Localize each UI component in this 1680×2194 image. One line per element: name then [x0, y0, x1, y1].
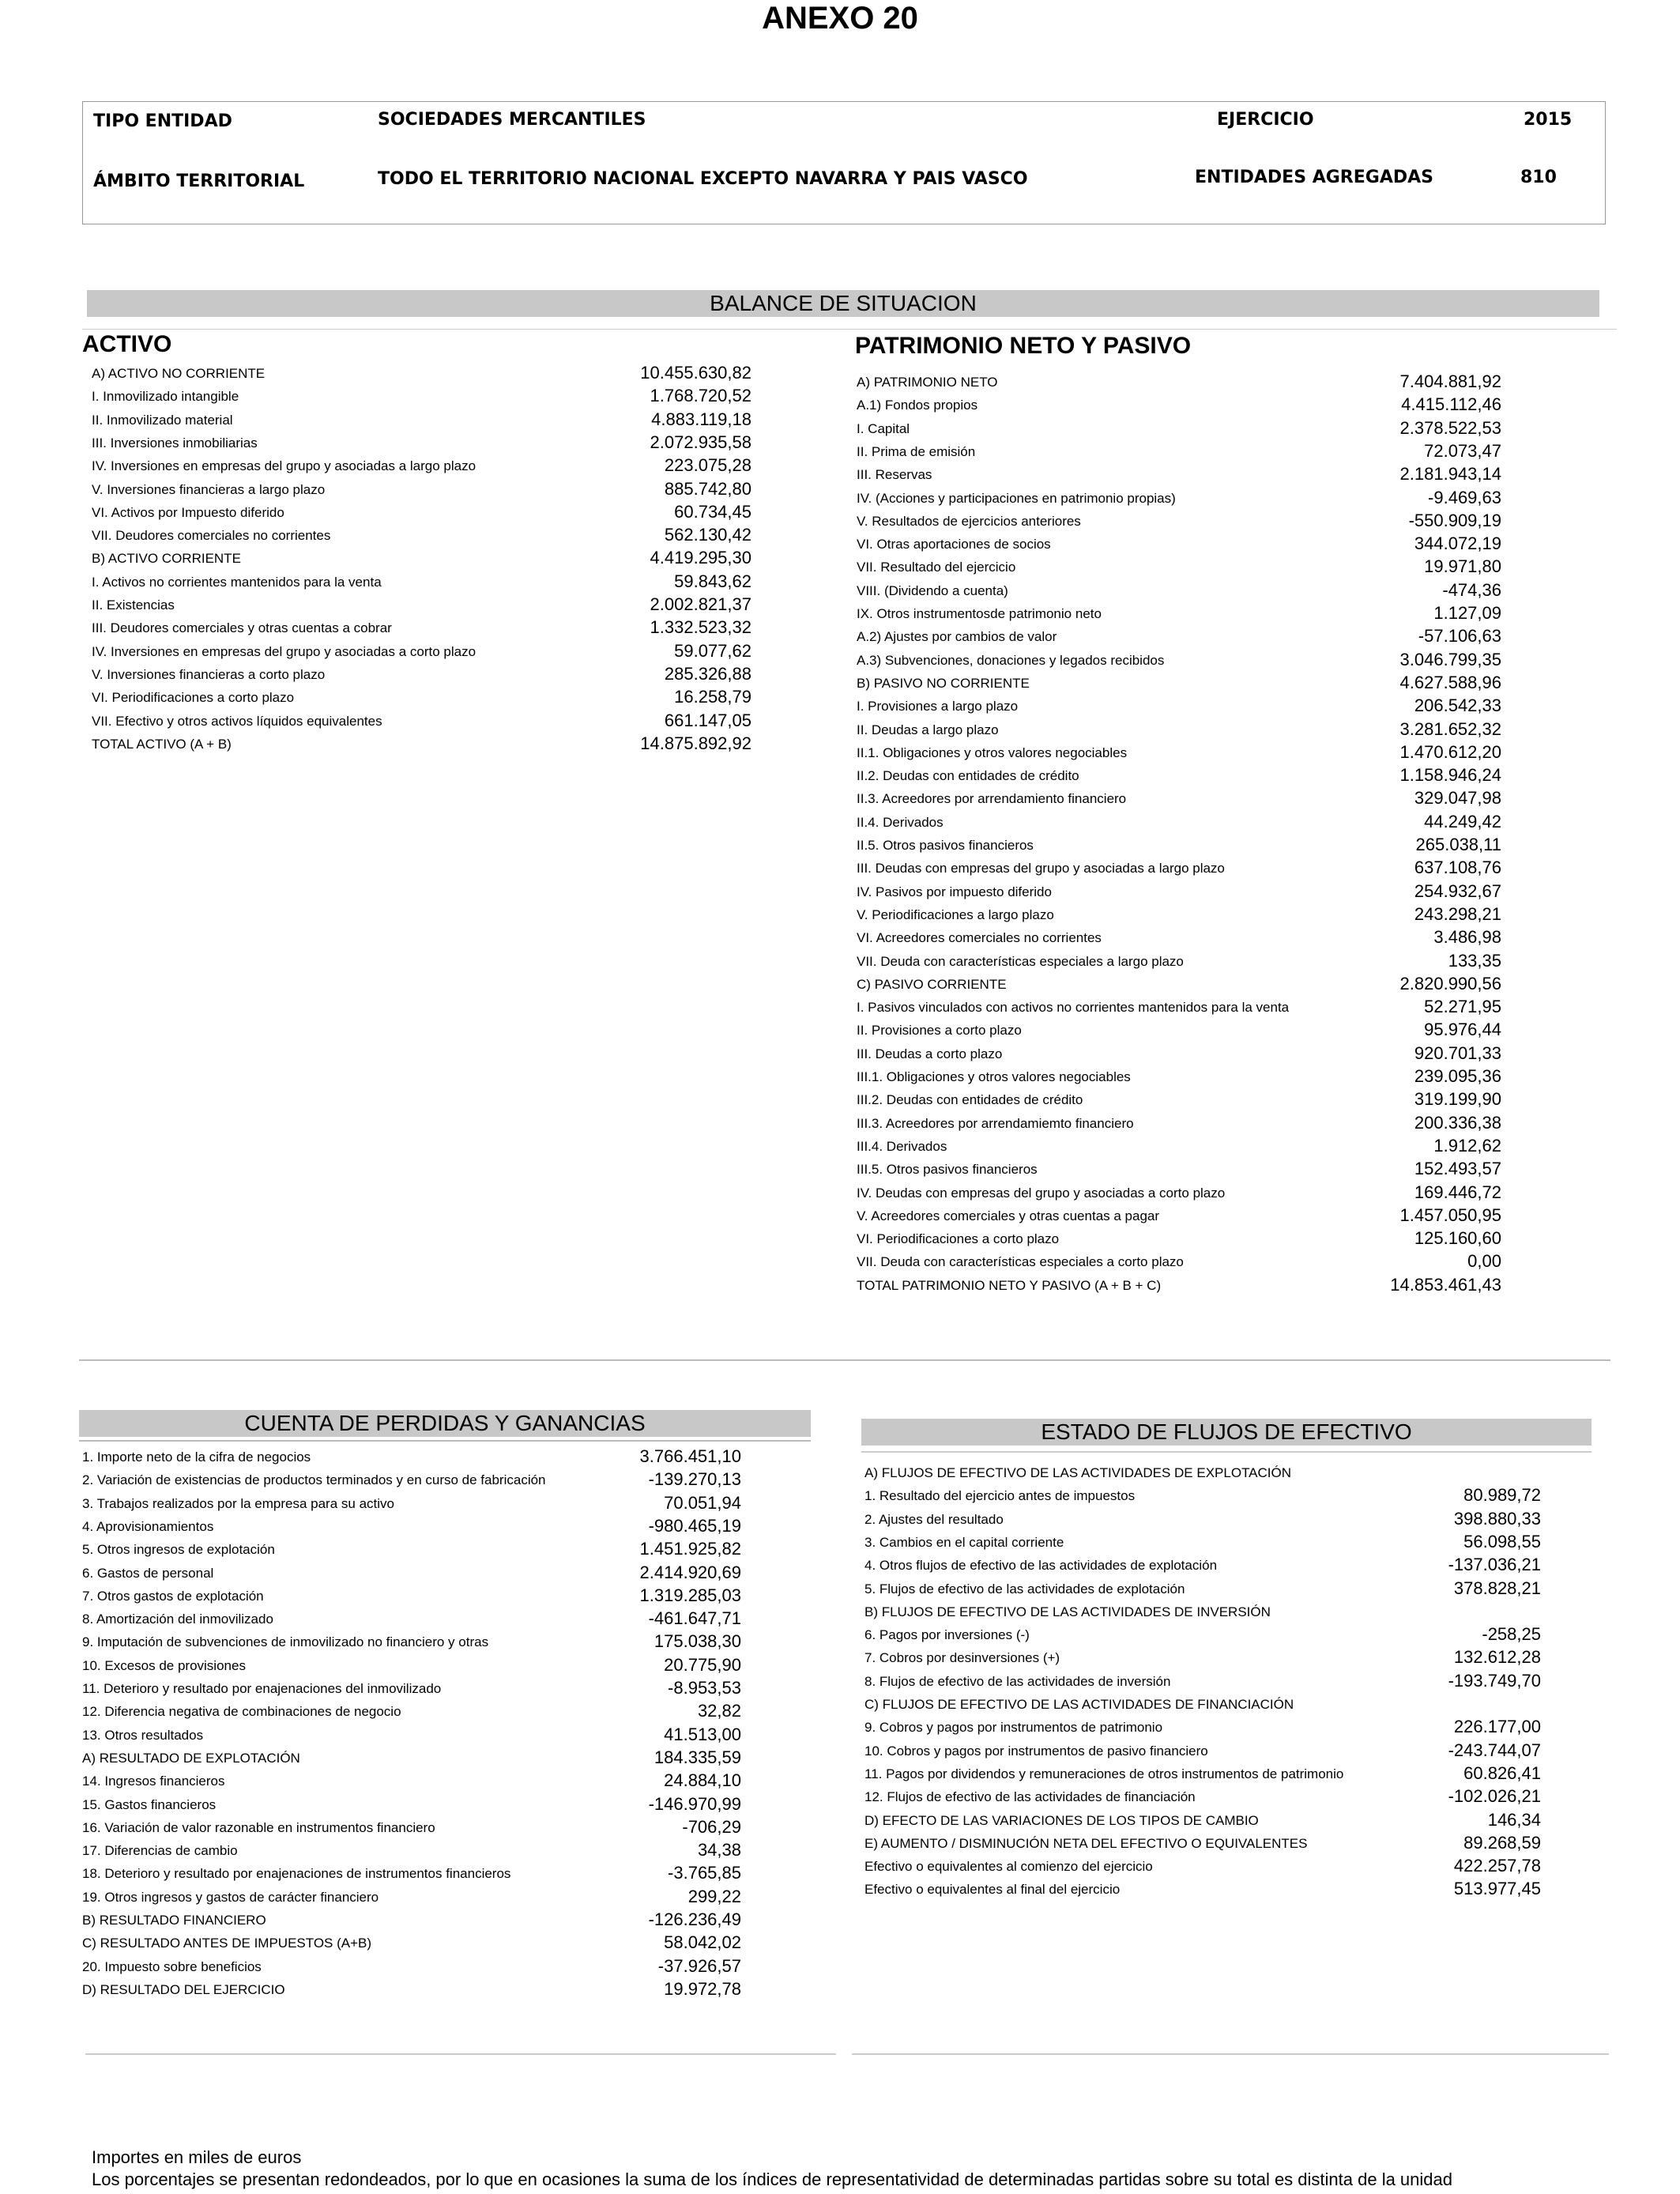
pyg-row-label: 16. Variación de valor razonable en instrumentos financiero: [82, 1819, 435, 1835]
activo-row-label: II. Inmovilizado material: [92, 412, 233, 428]
flujos-row-value: 146,34: [1487, 1809, 1541, 1830]
footer-rule-right: [852, 2053, 1609, 2055]
balance-title: BALANCE DE SITUACION: [87, 290, 1599, 317]
pyg-row-value: -706,29: [682, 1816, 741, 1837]
pyg-row-value: -461.647,71: [648, 1608, 741, 1629]
pasivo-row-value: 239.095,36: [1414, 1066, 1501, 1086]
pasivo-row-label: VI. Periodificaciones a corto plazo: [857, 1231, 1060, 1247]
pasivo-row-label: VII. Deuda con características especiales a corto plazo: [857, 1254, 1184, 1270]
pasivo-row-label: II. Prima de emisión: [857, 443, 976, 459]
flujos-row-label: B) FLUJOS DE EFECTIVO DE LAS ACTIVIDADES DE INVERSIÓN: [864, 1604, 1271, 1619]
flujos-title: ESTADO DE FLUJOS DE EFECTIVO: [861, 1419, 1591, 1446]
pasivo-row-value: 14.853.461,43: [1390, 1274, 1501, 1295]
flujos-row-value: 60.826,41: [1463, 1762, 1541, 1783]
pasivo-row-label: V. Periodificaciones a largo plazo: [857, 907, 1054, 922]
tipo-entidad-label: TIPO ENTIDAD: [93, 111, 232, 131]
activo-row-value: 223.075,28: [664, 455, 751, 476]
pasivo-row-label: III.2. Deudas con entidades de crédito: [857, 1092, 1083, 1108]
pyg-row-value: -8.953,53: [668, 1678, 741, 1698]
pasivo-row-label: II. Provisiones a corto plazo: [857, 1023, 1022, 1039]
pasivo-row-label: A.3) Subvenciones, donaciones y legados recibidos: [857, 652, 1165, 668]
pasivo-row-value: 44.249,42: [1424, 811, 1501, 831]
pasivo-row-value: 0,00: [1467, 1251, 1501, 1272]
pasivo-row-label: I. Provisiones a largo plazo: [857, 699, 1019, 714]
flujos-row-label: 6. Pagos por inversiones (-): [864, 1627, 1030, 1643]
activo-row-value: 4.883.119,18: [651, 409, 751, 429]
pyg-rule: [79, 1440, 811, 1442]
activo-row-label: IV. Inversiones en empresas del grupo y asociadas a largo plazo: [92, 458, 477, 474]
flujos-row-label: E) AUMENTO / DISMINUCIÓN NETA DEL EFECTIVO O EQUIVALENTES: [864, 1835, 1308, 1851]
pyg-row-label: B) RESULTADO FINANCIERO: [82, 1913, 266, 1928]
activo-row-value: 1.332.523,32: [650, 617, 751, 638]
pasivo-row-label: VII. Resultado del ejercicio: [857, 560, 1016, 575]
flujos-row-label: 11. Pagos por dividendos y remuneraciones de otros instrumentos de patrimonio: [864, 1766, 1344, 1781]
flujos-row-value: 378.828,21: [1453, 1578, 1541, 1598]
pyg-row-label: 19. Otros ingresos y gastos de carácter financiero: [82, 1889, 379, 1905]
pasivo-row-value: 4.627.588,96: [1399, 672, 1501, 692]
pasivo-row-value: 920.701,33: [1414, 1042, 1501, 1063]
pasivo-row-label: I. Pasivos vinculados con activos no corrientes mantenidos para la venta: [857, 1000, 1290, 1016]
pyg-row-label: 7. Otros gastos de explotación: [82, 1588, 264, 1604]
pasivo-row-label: VIII. (Dividendo a cuenta): [857, 582, 1008, 598]
pasivo-row-label: II.3. Acreedores por arrendamiento financiero: [857, 791, 1127, 807]
pasivo-row-label: A.1) Fondos propios: [857, 398, 978, 413]
pyg-row-label: 15. Gastos financieros: [82, 1796, 217, 1812]
pyg-row-value: 2.414.920,69: [639, 1562, 741, 1582]
activo-row-label: VII. Deudores comerciales no corrientes: [92, 528, 331, 544]
ambito-label: ÁMBITO TERRITORIAL: [93, 172, 305, 191]
pasivo-row-label: A.2) Ajustes por cambios de valor: [857, 629, 1057, 645]
pasivo-row-value: 1.912,62: [1433, 1135, 1501, 1155]
pasivo-row-value: 200.336,38: [1414, 1112, 1501, 1133]
activo-row-value: 2.002.821,37: [650, 594, 751, 614]
activo-row-label: VII. Efectivo y otros activos líquidos equivalentes: [92, 713, 382, 729]
pyg-row-label: 20. Impuesto sobre beneficios: [82, 1958, 262, 1974]
pasivo-row-value: 1.470.612,20: [1399, 741, 1501, 762]
pyg-row-value: 1.451.925,82: [639, 1539, 741, 1559]
pasivo-row-label: TOTAL PATRIMONIO NETO Y PASIVO (A + B + C): [857, 1277, 1162, 1293]
flujos-row-value: 132.612,28: [1453, 1647, 1541, 1668]
activo-row-label: B) ACTIVO CORRIENTE: [92, 551, 241, 567]
activo-row-label: V. Inversiones financieras a corto plazo: [92, 666, 326, 682]
activo-row-label: III. Inversiones inmobiliarias: [92, 435, 258, 450]
pasivo-row-value: 344.072,19: [1414, 533, 1501, 554]
pyg-row-label: 2. Variación de existencias de productos terminados y en curso de fabricación: [82, 1472, 546, 1488]
pasivo-row-value: 1.158.946,24: [1399, 765, 1501, 786]
pasivo-row-value: 152.493,57: [1414, 1159, 1501, 1179]
pyg-row-value: 3.766.451,10: [639, 1446, 741, 1466]
pasivo-row-value: 1.457.050,95: [1399, 1204, 1501, 1225]
pasivo-row-value: 243.298,21: [1414, 903, 1501, 924]
flujos-row-value: -193.749,70: [1448, 1670, 1541, 1691]
pasivo-row-label: C) PASIVO CORRIENTE: [857, 976, 1007, 992]
activo-row-label: IV. Inversiones en empresas del grupo y asociadas a corto plazo: [92, 643, 477, 659]
activo-row-label: I. Inmovilizado intangible: [92, 389, 239, 405]
pyg-row-value: 70.051,94: [664, 1492, 741, 1513]
pasivo-row-label: VI. Otras aportaciones de socios: [857, 537, 1051, 552]
pyg-row-label: 5. Otros ingresos de explotación: [82, 1542, 275, 1558]
pyg-row-label: 10. Excesos de provisiones: [82, 1657, 246, 1673]
flujos-row-label: A) FLUJOS DE EFECTIVO DE LAS ACTIVIDADES DE EXPLOTACIÓN: [864, 1465, 1292, 1480]
pyg-row-label: 14. Ingresos financieros: [82, 1774, 225, 1789]
pyg-row-label: 1. Importe neto de la cifra de negocios: [82, 1449, 311, 1465]
pasivo-row-label: III.5. Otros pasivos financieros: [857, 1162, 1038, 1178]
footer-note-units: Importes en miles de euros: [92, 2147, 302, 2167]
activo-row-value: 661.147,05: [664, 710, 751, 730]
flujos-row-label: 5. Flujos de efectivo de las actividades de explotación: [864, 1581, 1185, 1596]
pasivo-row-label: IX. Otros instrumentosde patrimonio neto: [857, 606, 1102, 621]
pasivo-row-label: II. Deudas a largo plazo: [857, 722, 999, 737]
pasivo-row-label: VI. Acreedores comerciales no corrientes: [857, 930, 1102, 946]
pasivo-row-value: 637.108,76: [1414, 858, 1501, 878]
activo-row-value: 885.742,80: [664, 478, 751, 499]
pyg-row-value: 58.042,02: [664, 1932, 741, 1953]
ambito-value: TODO EL TERRITORIO NACIONAL EXCEPTO NAVARRA Y PAIS VASCO: [378, 169, 1028, 189]
pyg-row-value: -37.926,57: [657, 1955, 741, 1976]
activo-row-value: 16.258,79: [674, 687, 751, 707]
pyg-row-label: 6. Gastos de personal: [82, 1565, 214, 1581]
pasivo-row-value: 319.199,90: [1414, 1089, 1501, 1110]
pasivo-row-value: 52.271,95: [1424, 997, 1501, 1017]
pasivo-row-label: II.5. Otros pasivos financieros: [857, 838, 1034, 853]
pyg-row-label: 3. Trabajos realizados por la empresa para su activo: [82, 1495, 394, 1511]
pasivo-row-value: 95.976,44: [1424, 1020, 1501, 1040]
pasivo-row-label: II.2. Deudas con entidades de crédito: [857, 768, 1079, 784]
activo-row-value: 59.077,62: [674, 640, 751, 661]
pasivo-row-value: 254.932,67: [1414, 880, 1501, 901]
pyg-row-label: 18. Deterioro y resultado por enajenaciones de instrumentos financieros: [82, 1866, 511, 1882]
pyg-row-value: -980.465,19: [648, 1515, 741, 1536]
flujos-row-label: 2. Ajustes del resultado: [864, 1511, 1004, 1527]
flujos-row-value: 56.098,55: [1463, 1531, 1541, 1551]
ejercicio-label: EJERCICIO: [1217, 110, 1314, 130]
pyg-row-value: -139.270,13: [648, 1469, 741, 1490]
flujos-row-label: 1. Resultado del ejercicio antes de impuestos: [864, 1488, 1136, 1504]
pasivo-row-value: 169.446,72: [1414, 1182, 1501, 1202]
pasivo-row-value: 265.038,11: [1415, 835, 1501, 854]
pasivo-row-label: B) PASIVO NO CORRIENTE: [857, 675, 1030, 691]
pyg-row-label: 12. Diferencia negativa de combinaciones de negocio: [82, 1704, 401, 1720]
pasivo-row-label: I. Capital: [857, 420, 910, 436]
flujos-row-value: -102.026,21: [1448, 1786, 1541, 1807]
section-divider: [79, 1359, 1610, 1361]
activo-row-value: 2.072.935,58: [650, 432, 751, 452]
page-title: ANEXO 20: [762, 1, 918, 36]
flujos-row-value: 89.268,59: [1463, 1832, 1541, 1853]
pasivo-row-label: III. Deudas con empresas del grupo y asociadas a largo plazo: [857, 861, 1225, 876]
pasivo-row-label: IV. Deudas con empresas del grupo y asociadas a corto plazo: [857, 1185, 1226, 1201]
pasivo-row-value: -550.909,19: [1408, 510, 1501, 530]
activo-row-value: 60.734,45: [674, 501, 751, 522]
tipo-entidad-value: SOCIEDADES MERCANTILES: [378, 110, 646, 130]
activo-row-value: 10.455.630,82: [640, 363, 751, 383]
ejercicio-value: 2015: [1524, 110, 1573, 130]
activo-row-value: 4.419.295,30: [650, 548, 751, 568]
pasivo-row-value: 3.486,98: [1433, 927, 1501, 948]
pasivo-row-label: VII. Deuda con características especiales a largo plazo: [857, 953, 1184, 969]
flujos-row-value: -137.036,21: [1448, 1555, 1541, 1575]
activo-row-value: 562.130,42: [664, 525, 751, 545]
activo-row-value: 1.768.720,52: [650, 386, 751, 406]
flujos-row-value: -243.744,07: [1448, 1740, 1541, 1760]
pasivo-row-value: 125.160,60: [1414, 1228, 1501, 1249]
pasivo-row-value: -57.106,63: [1418, 626, 1501, 647]
pasivo-row-label: III. Reservas: [857, 467, 932, 483]
activo-row-label: II. Existencias: [92, 598, 175, 613]
pyg-row-label: 4. Aprovisionamientos: [82, 1518, 214, 1534]
pasivo-row-value: 2.378.522,53: [1399, 417, 1501, 438]
activo-row-label: I. Activos no corrientes mantenidos para la venta: [92, 574, 382, 590]
pasivo-title: PATRIMONIO NETO Y PASIVO: [855, 333, 1192, 359]
footer-rule-left: [85, 2053, 836, 2055]
pasivo-row-value: 2.820.990,56: [1399, 973, 1501, 993]
pasivo-row-value: 3.046.799,35: [1399, 649, 1501, 669]
flujos-row-label: 10. Cobros y pagos por instrumentos de pasivo financiero: [864, 1743, 1208, 1759]
entidades-value: 810: [1520, 168, 1557, 187]
pasivo-row-value: 3.281.652,32: [1399, 718, 1501, 739]
pyg-title: CUENTA DE PERDIDAS Y GANANCIAS: [79, 1410, 811, 1437]
pasivo-row-value: 4.415.112,46: [1401, 394, 1501, 415]
header-box: [82, 101, 1606, 224]
pasivo-row-value: -474,36: [1442, 579, 1501, 600]
pyg-row-value: 184.335,59: [654, 1747, 741, 1767]
pyg-row-value: 32,82: [697, 1701, 741, 1721]
pasivo-row-value: 329.047,98: [1414, 788, 1501, 809]
pyg-row-label: 11. Deterioro y resultado por enajenaciones del inmovilizado: [82, 1681, 442, 1696]
pyg-row-value: 1.319.285,03: [639, 1585, 741, 1605]
pasivo-row-label: III.3. Acreedores por arrendamiemto financiero: [857, 1115, 1134, 1131]
pasivo-row-value: 2.181.943,14: [1399, 464, 1501, 484]
pasivo-row-label: II.1. Obligaciones y otros valores negociables: [857, 745, 1128, 760]
flujos-row-label: 4. Otros flujos de efectivo de las actividades de explotación: [864, 1558, 1218, 1574]
pyg-row-value: 175.038,30: [654, 1631, 741, 1652]
pasivo-row-label: III. Deudas a corto plazo: [857, 1046, 1003, 1061]
pyg-row-value: -126.236,49: [648, 1909, 741, 1929]
pyg-row-label: 8. Amortización del inmovilizado: [82, 1612, 273, 1627]
flujos-rule: [861, 1451, 1591, 1453]
pasivo-row-value: -9.469,63: [1428, 487, 1501, 507]
pasivo-row-value: 72.073,47: [1424, 440, 1501, 461]
pyg-row-value: -146.970,99: [648, 1793, 741, 1814]
pyg-row-value: 24.884,10: [664, 1770, 741, 1791]
balance-rule: [82, 329, 1617, 330]
flujos-row-value: 513.977,45: [1453, 1879, 1541, 1899]
pyg-row-label: 9. Imputación de subvenciones de inmovilizado no financiero y otras: [82, 1634, 489, 1650]
pyg-row-value: 34,38: [697, 1840, 741, 1860]
flujos-row-value: 422.257,78: [1453, 1856, 1541, 1876]
activo-row-value: 14.875.892,92: [640, 733, 751, 753]
pyg-row-label: A) RESULTADO DE EXPLOTACIÓN: [82, 1750, 300, 1766]
pasivo-row-value: 1.127,09: [1433, 603, 1501, 623]
pasivo-row-label: II.4. Derivados: [857, 814, 944, 830]
activo-row-label: V. Inversiones financieras a largo plazo: [92, 481, 326, 497]
activo-title: ACTIVO: [82, 331, 172, 357]
flujos-row-label: 8. Flujos de efectivo de las actividades de inversión: [864, 1673, 1171, 1689]
flujos-row-value: -258,25: [1482, 1624, 1541, 1645]
pasivo-row-label: IV. Pasivos por impuesto diferido: [857, 884, 1052, 899]
pasivo-row-label: V. Acreedores comerciales y otras cuentas a pagar: [857, 1208, 1160, 1223]
pyg-row-label: 13. Otros resultados: [82, 1727, 204, 1743]
flujos-row-label: C) FLUJOS DE EFECTIVO DE LAS ACTIVIDADES DE FINANCIACIÓN: [864, 1697, 1294, 1712]
activo-row-label: A) ACTIVO NO CORRIENTE: [92, 366, 266, 381]
pasivo-row-value: 206.542,33: [1414, 696, 1501, 716]
pasivo-row-value: 7.404.881,92: [1399, 371, 1501, 391]
pyg-row-value: 41.513,00: [664, 1724, 741, 1744]
pyg-row-value: 299,22: [687, 1886, 741, 1906]
pasivo-row-label: III.1. Obligaciones y otros valores negociables: [857, 1069, 1131, 1084]
flujos-row-label: Efectivo o equivalentes al comienzo del ejercicio: [864, 1859, 1153, 1875]
entidades-label: ENTIDADES AGREGADAS: [1195, 168, 1433, 187]
activo-row-value: 285.326,88: [664, 663, 751, 684]
activo-row-label: III. Deudores comerciales y otras cuentas a cobrar: [92, 620, 392, 636]
footer-note-rounding: Los porcentajes se presentan redondeados, por lo que en ocasiones la suma de los índices de representatividad de determinadas partidas sobre su total es distinta de la unidad: [92, 2169, 1452, 2189]
pasivo-row-value: 19.971,80: [1424, 556, 1501, 577]
activo-row-value: 59.843,62: [674, 571, 751, 591]
flujos-row-label: D) EFECTO DE LAS VARIACIONES DE LOS TIPOS DE CAMBIO: [864, 1812, 1259, 1828]
activo-row-label: TOTAL ACTIVO (A + B): [92, 736, 232, 752]
activo-row-label: VI. Periodificaciones a corto plazo: [92, 690, 295, 706]
pasivo-row-value: 133,35: [1448, 950, 1501, 971]
pyg-row-value: 20.775,90: [664, 1654, 741, 1675]
flujos-row-value: 226.177,00: [1453, 1717, 1541, 1737]
pyg-row-label: C) RESULTADO ANTES DE IMPUESTOS (A+B): [82, 1936, 372, 1951]
flujos-row-label: 3. Cambios en el capital corriente: [864, 1534, 1064, 1550]
pasivo-row-label: A) PATRIMONIO NETO: [857, 375, 998, 390]
pyg-row-label: D) RESULTADO DEL EJERCICIO: [82, 1981, 285, 1997]
flujos-row-label: Efectivo o equivalentes al final del ejercicio: [864, 1882, 1121, 1898]
flujos-row-label: 7. Cobros por desinversiones (+): [864, 1650, 1060, 1666]
pasivo-row-label: III.4. Derivados: [857, 1138, 947, 1154]
pasivo-row-label: V. Resultados de ejercicios anteriores: [857, 513, 1081, 529]
flujos-row-label: 12. Flujos de efectivo de las actividades de financiación: [864, 1789, 1196, 1805]
pyg-row-value: 19.972,78: [664, 1978, 741, 1999]
pyg-row-value: -3.765,85: [668, 1863, 741, 1883]
pasivo-row-label: IV. (Acciones y participaciones en patrimonio propias): [857, 490, 1176, 506]
flujos-row-value: 80.989,72: [1463, 1485, 1541, 1506]
flujos-row-label: 9. Cobros y pagos por instrumentos de patrimonio: [864, 1720, 1163, 1736]
pyg-row-label: 17. Diferencias de cambio: [82, 1843, 238, 1859]
flujos-row-value: 398.880,33: [1453, 1508, 1541, 1529]
activo-row-label: VI. Activos por Impuesto diferido: [92, 504, 284, 520]
